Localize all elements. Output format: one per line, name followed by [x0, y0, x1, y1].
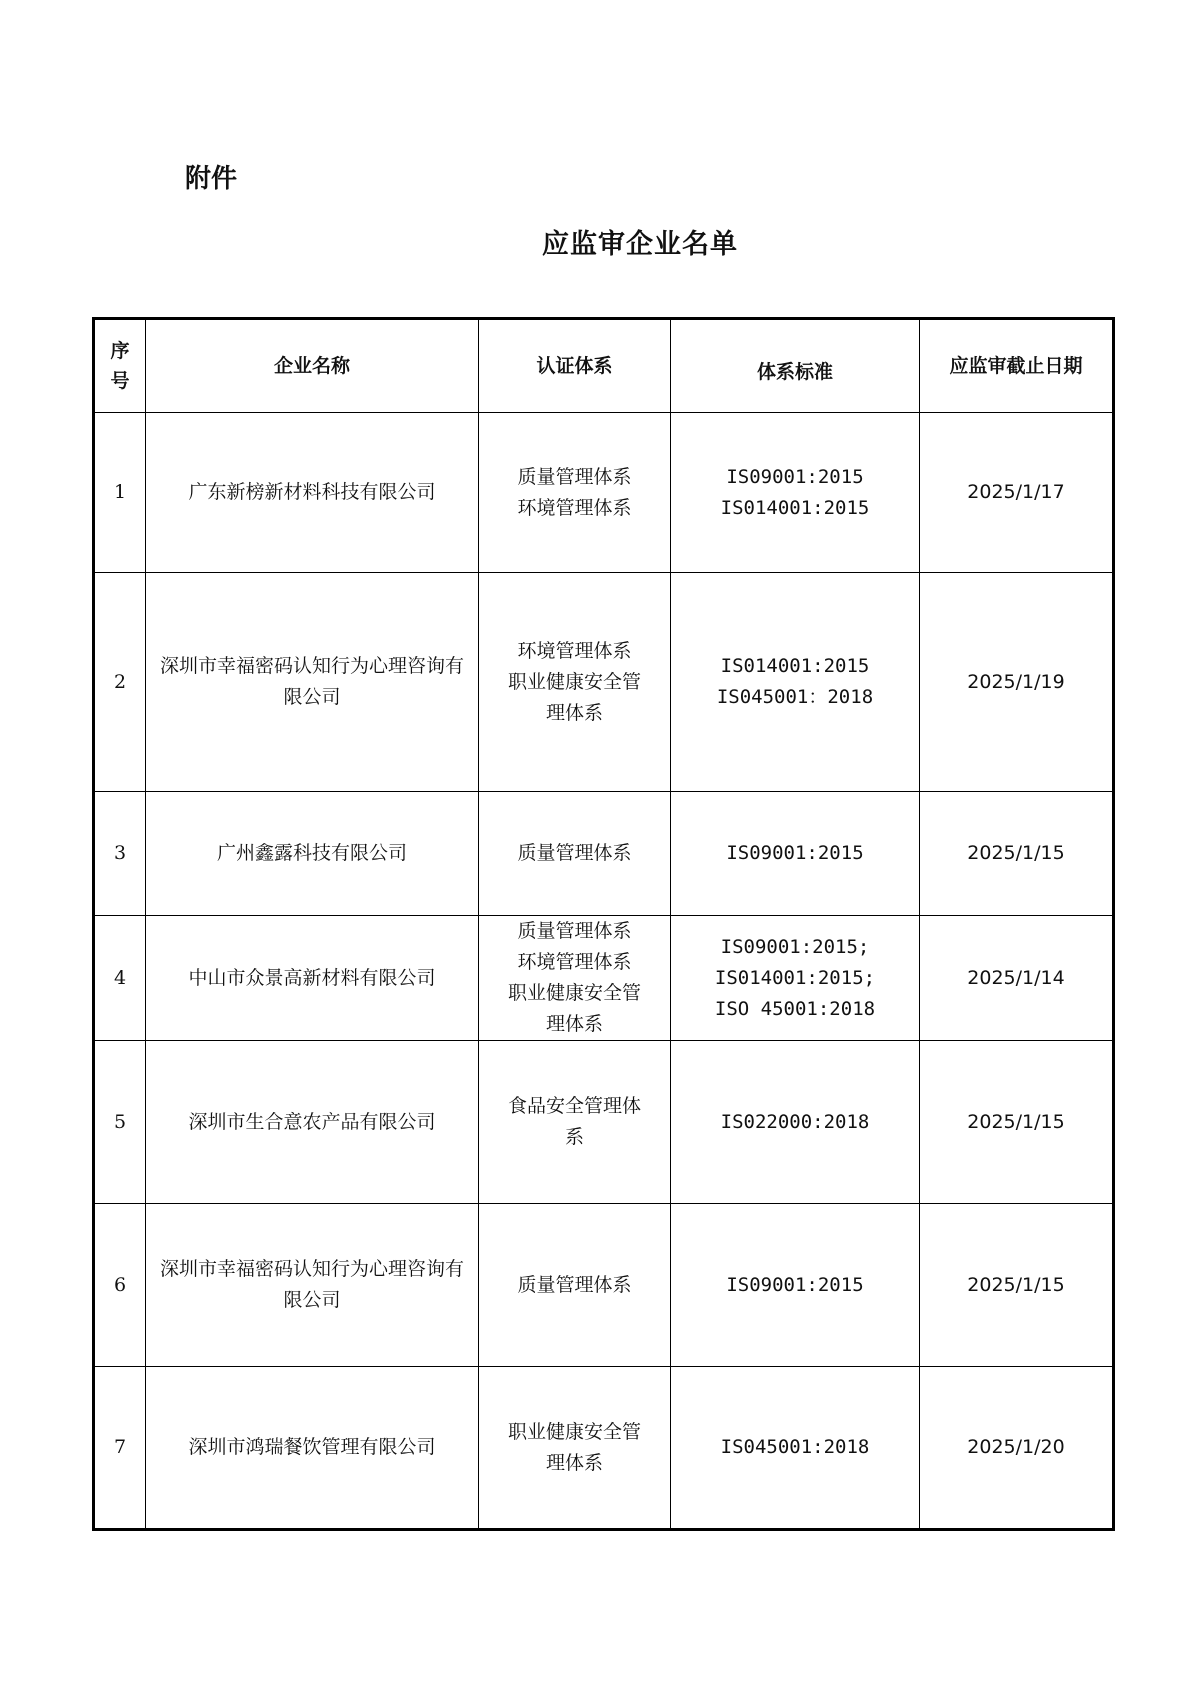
cert-system-line: 环境管理体系	[517, 639, 632, 662]
cert-system-line: 理体系	[545, 1451, 603, 1474]
cell-cert-system	[479, 1041, 671, 1204]
column-header-standard: 体系标准	[671, 319, 920, 413]
cell-seq: 6	[94, 1204, 146, 1367]
cell-standard	[671, 573, 920, 792]
cell-standard	[671, 916, 920, 1041]
audit-company-table	[92, 317, 1115, 1531]
standard-line: IS014001:2015	[720, 655, 870, 677]
seq-header-line-1: 序	[110, 340, 130, 362]
cert-system-line: 环境管理体系	[517, 951, 632, 973]
cell-cert-system	[479, 1367, 671, 1530]
column-header-cert-system: 认证体系	[479, 319, 671, 413]
cell-standard	[671, 413, 920, 573]
table-row	[94, 573, 1114, 792]
cell-cert-system	[479, 573, 671, 792]
document-title: 应监审企业名单	[542, 229, 738, 260]
cert-system-line: 职业健康安全管	[507, 670, 641, 693]
standard-line: IS045001:2018	[720, 1436, 870, 1458]
cert-system-line: 质量管理体系	[517, 842, 632, 864]
cell-company-name: 深圳市幸福密码认知行为心理咨询有限公司	[146, 1204, 479, 1367]
cell-seq: 7	[94, 1367, 146, 1530]
cell-standard	[671, 1367, 920, 1530]
column-header-seq	[94, 319, 146, 413]
cell-deadline: 2025/1/20	[920, 1367, 1114, 1530]
standard-line: IS045001：2018	[716, 686, 874, 708]
cert-system-line: 质量管理体系	[517, 465, 632, 488]
cell-seq: 3	[94, 792, 146, 916]
standard-line: IS014001:2015;	[714, 966, 876, 989]
seq-header-line-2: 号	[110, 370, 130, 392]
standard-line: IS09001:2015	[726, 842, 864, 864]
cell-company-name: 中山市众景高新材料有限公司	[146, 916, 479, 1041]
cell-standard	[671, 1204, 920, 1367]
cell-standard	[671, 1041, 920, 1204]
cell-company-name: 广东新榜新材料科技有限公司	[146, 413, 479, 573]
standard-line: IS022000:2018	[720, 1110, 870, 1133]
cell-standard	[671, 792, 920, 916]
standard-line: IS014001:2015	[720, 496, 870, 519]
cell-deadline: 2025/1/19	[920, 573, 1114, 792]
table-row	[94, 916, 1114, 1041]
cell-company-name: 深圳市鸿瑞餐饮管理有限公司	[146, 1367, 479, 1530]
standard-line: IS09001:2015;	[720, 935, 870, 958]
column-header-company-name: 企业名称	[146, 319, 479, 413]
cell-company-name: 广州鑫露科技有限公司	[146, 792, 479, 916]
cert-system-line: 质量管理体系	[517, 1273, 632, 1296]
cell-company-name: 深圳市生合意农产品有限公司	[146, 1041, 479, 1204]
column-header-deadline: 应监审截止日期	[920, 319, 1114, 413]
table-header-row	[94, 319, 1114, 413]
cell-cert-system	[479, 413, 671, 573]
standard-line: IS09001:2015	[726, 1273, 864, 1296]
table-row	[94, 1041, 1114, 1204]
cell-seq: 2	[94, 573, 146, 792]
table-row	[94, 1204, 1114, 1367]
cert-system-line: 职业健康安全管	[507, 1420, 641, 1443]
cell-deadline: 2025/1/15	[920, 1204, 1114, 1367]
table-row	[94, 1367, 1114, 1530]
cert-system-line: 环境管理体系	[517, 496, 632, 519]
cell-seq: 4	[94, 916, 146, 1041]
cert-system-line: 理体系	[545, 701, 603, 724]
cert-system-line: 理体系	[545, 1013, 603, 1035]
standard-line: ISO 45001:2018	[714, 997, 876, 1020]
cert-system-line: 职业健康安全管	[507, 982, 641, 1004]
cell-deadline: 2025/1/17	[920, 413, 1114, 573]
cell-cert-system	[479, 916, 671, 1041]
cell-seq: 5	[94, 1041, 146, 1204]
cert-system-line: 食品安全管理体	[507, 1095, 641, 1117]
cell-deadline: 2025/1/15	[920, 1041, 1114, 1204]
cell-deadline: 2025/1/15	[920, 792, 1114, 916]
standard-line: IS09001:2015	[726, 465, 864, 488]
cell-cert-system	[479, 1204, 671, 1367]
cell-company-name: 深圳市幸福密码认知行为心理咨询有限公司	[146, 573, 479, 792]
table-row	[94, 792, 1114, 916]
cert-system-line: 系	[564, 1126, 584, 1148]
cell-deadline: 2025/1/14	[920, 916, 1114, 1041]
cell-seq: 1	[94, 413, 146, 573]
cert-system-line: 质量管理体系	[517, 920, 632, 942]
table-row	[94, 413, 1114, 573]
cell-cert-system	[479, 792, 671, 916]
attachment-label: 附件	[185, 164, 238, 194]
